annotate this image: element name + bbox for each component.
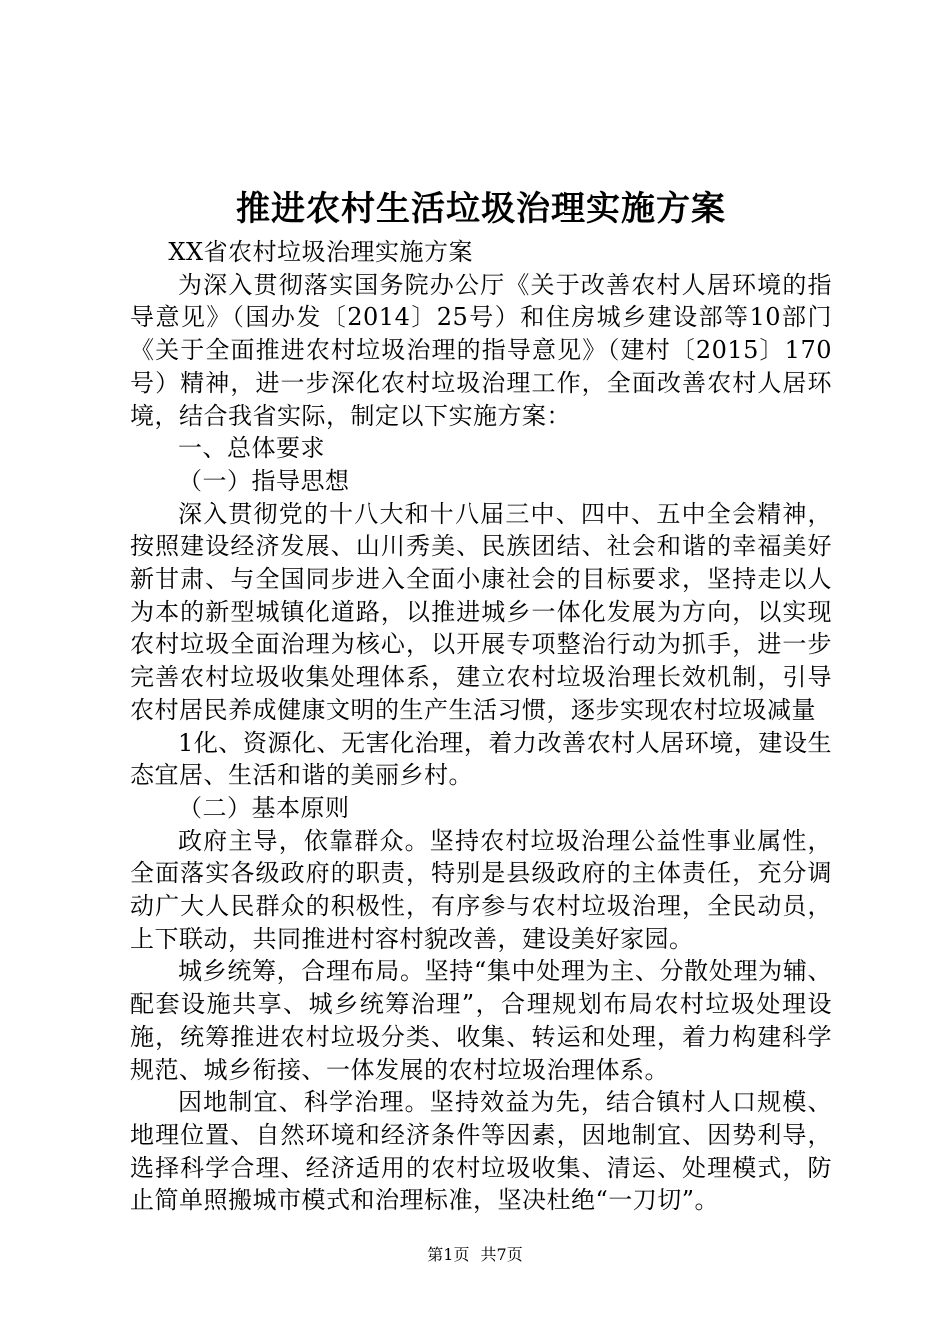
paragraph-intro: 为深入贯彻落实国务院办公厅《关于改善农村人居环境的指导意见》（国办发〔2014〕25号）和住房城乡建设部等10部门《关于全面推进农村垃圾治理的指导意见》（建村〔2015〕170号）精神，进一步深化农村垃圾治理工作，全面改善农村人居环境，结合我省实际，制定以下实施方案： bbox=[130, 270, 832, 430]
paragraph-principle-government-led: 政府主导，依靠群众。坚持农村垃圾治理公益性事业属性，全面落实各级政府的职责，特别是县级政府的主体责任，充分调动广大人民群众的积极性，有序参与农村垃圾治理，全民动员，上下联动，共同推进村容村貌改善，建设美好家园。 bbox=[130, 826, 832, 953]
document-body bbox=[130, 236, 832, 1217]
subsection-heading-guiding-ideology: （一）指导思想 bbox=[178, 466, 350, 495]
section-heading-general-requirements: 一、总体要求 bbox=[178, 434, 325, 463]
paragraph-guiding-ideology: 深入贯彻党的十八大和十八届三中、四中、五中全会精神，按照建设经济发展、山川秀美、民族团结、社会和谐的幸福美好新甘肃、与全国同步进入全面小康社会的目标要求，坚持走以人为本的新型城镇化道路，以推进城乡一体化发展为方向，以实现农村垃圾全面治理为核心，以开展专项整治行动为抓手，进一步完善农村垃圾收集处理体系，建立农村垃圾治理长效机制，引导农村居民养成健康文明的生产生活习惯，逐步实现农村垃圾减量 bbox=[130, 499, 832, 724]
paragraph-principle-urban-rural: 城乡统筹，合理布局。坚持“集中处理为主、分散处理为辅、配套设施共享、城乡统筹治理”，合理规划布局农村垃圾处理设施，统筹推进农村垃圾分类、收集、转运和处理，着力构建科学规范、城乡衔接、一体发展的农村垃圾治理体系。 bbox=[130, 957, 832, 1084]
subsection-heading-basic-principles: （二）基本原则 bbox=[178, 793, 350, 822]
paragraph-guiding-ideology-continued: 1化、资源化、无害化治理，着力改善农村人居环境，建设生态宜居、生活和谐的美丽乡村。 bbox=[130, 728, 832, 790]
document-subtitle: XX省农村垃圾治理实施方案 bbox=[168, 238, 474, 266]
page-total: 共7页 bbox=[480, 1245, 523, 1264]
page-number: 第1页 bbox=[427, 1245, 470, 1264]
paragraph-principle-local-conditions: 因地制宜、科学治理。坚持效益为先，结合镇村人口规模、地理位置、自然环境和经济条件等因素，因地制宜、因势利导，选择科学合理、经济适用的农村垃圾收集、清运、处理模式，防止简单照搬城市模式和治理标准，坚决杜绝“一刀切”。 bbox=[130, 1088, 832, 1215]
page-footer bbox=[0, 1245, 950, 1265]
document-title: 推进农村生活垃圾治理实施方案 bbox=[236, 189, 726, 229]
